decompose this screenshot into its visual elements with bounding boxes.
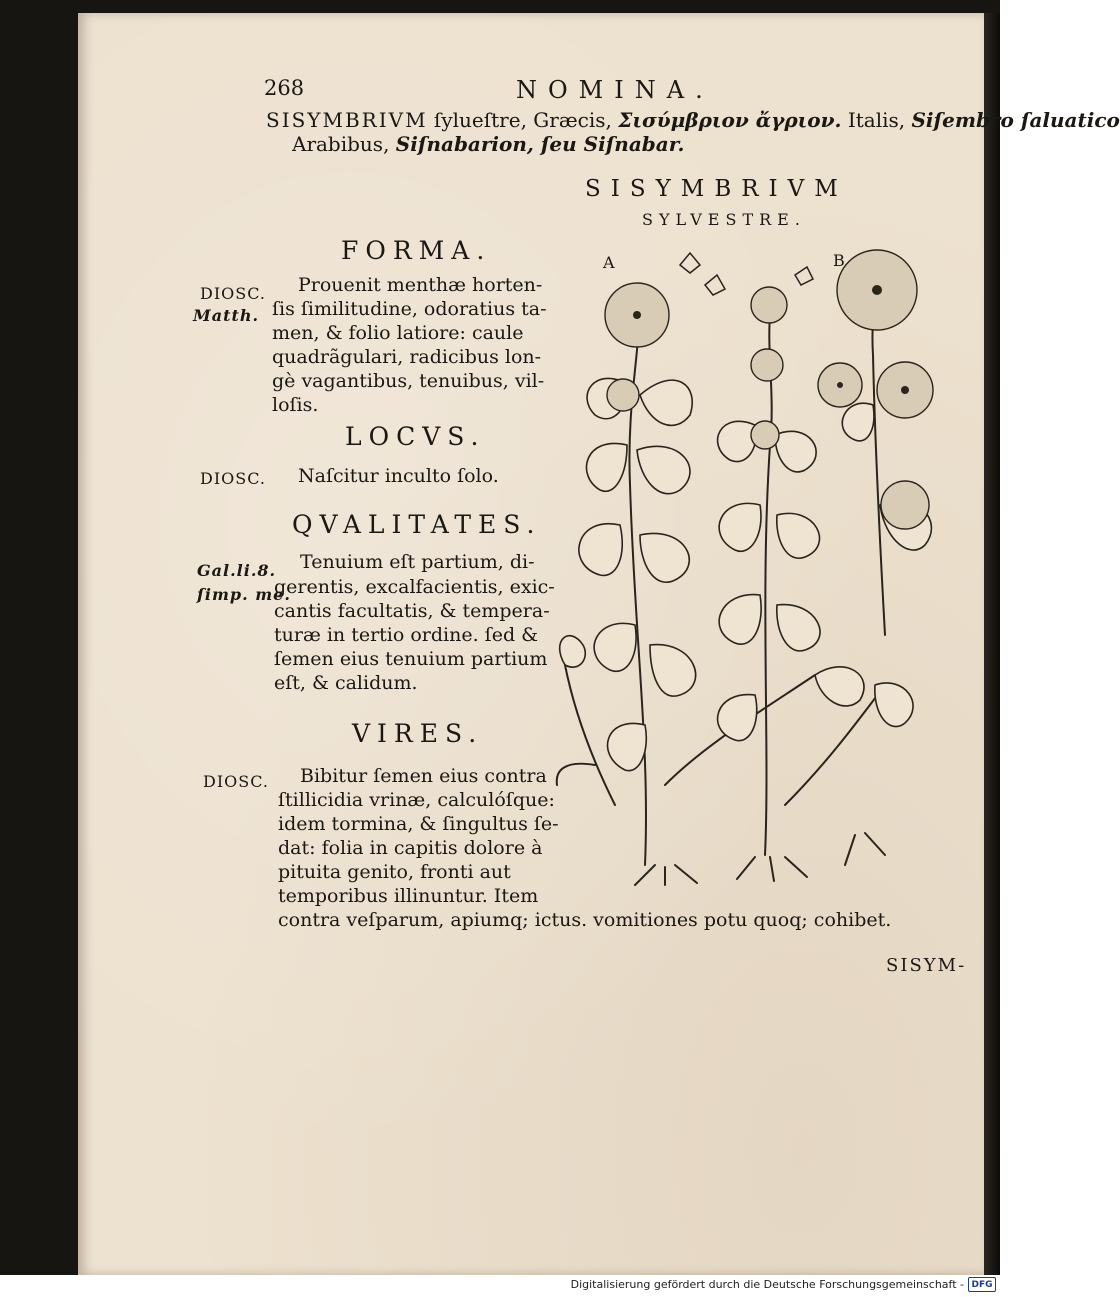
nomina-rest: ſylueſtre, Græcis, (427, 108, 619, 132)
italian-name: Siſembro ſaluatico (911, 108, 1120, 132)
page-gutter (984, 13, 1000, 1275)
body-line: Naſcitur inculto ſolo. (298, 465, 499, 487)
body-line: Tenuium eſt partium, di- (300, 551, 535, 573)
body-line: gerentis, excalfacientis, exic- (274, 576, 555, 598)
heading-qualitates: QVALITATES. (292, 510, 542, 539)
dfg-logo[interactable]: DFG (968, 1277, 996, 1292)
body-line: ſtillicidia vrinæ, calculóſque: (278, 789, 555, 811)
plant-subtitle: SYLVESTRE. (642, 210, 806, 229)
arabic-label: Arabibus, (292, 132, 396, 156)
arabic-name: Siſnabarion, ſeu Siſnabar. (395, 132, 685, 156)
running-title: NOMINA. (516, 76, 714, 104)
margin-note: Matth. (193, 306, 260, 325)
plant-name: SISYMBRIVM (266, 108, 428, 132)
plant-drawing (555, 245, 950, 885)
body-line: Prouenit menthæ horten- (298, 274, 543, 296)
body-line: contra veſparum, apiumq; ictus. vomitiones potu quoq; cohibet. (278, 909, 892, 931)
heading-vires: VIRES. (352, 719, 484, 748)
body-line: turæ in tertio ordine. ſed & (274, 624, 539, 646)
plant-title: SISYMBRIVM (585, 176, 848, 202)
body-line: ſis ſimilitudine, odoratius ta- (272, 298, 547, 320)
catchword: SISYM- (886, 955, 967, 976)
nomina-line-1 (266, 110, 1120, 130)
body-line: quadrãgulari, radicibus lon- (272, 346, 542, 368)
footer-credit: Digitalisierung gefördert durch die Deutsche Forschungsgemeinschaft - (570, 1278, 964, 1291)
nomina-line-2 (292, 134, 684, 154)
body-line: dat: folia in capitis dolore à (278, 837, 543, 859)
margin-note: DIOSC. (200, 469, 266, 488)
woodcut-plant-illustration (555, 245, 950, 885)
margin-note: DIOSC. (200, 284, 266, 303)
body-line: idem tormina, & ſingultus ſe- (278, 813, 559, 835)
heading-locus: LOCVS. (345, 422, 486, 451)
body-line: pituita genito, fronti aut (278, 861, 511, 883)
body-line: cantis facultatis, & tempera- (274, 600, 550, 622)
footer-bar (0, 1275, 1000, 1297)
body-line: eſt, & calidum. (274, 672, 418, 694)
italis-label: Italis, (841, 108, 912, 132)
greek-name: Σισύμβριον ἄγριον. (618, 108, 842, 132)
page-number: 268 (264, 76, 305, 100)
heading-forma: FORMA. (341, 236, 492, 265)
body-line: loſis. (272, 394, 319, 416)
body-line: ſemen eius tenuium partium (274, 648, 548, 670)
body-line: Bibitur ſemen eius contra (300, 765, 547, 787)
margin-note: DIOSC. (203, 772, 269, 791)
figure-label-b: B (833, 251, 845, 270)
body-line: gè vagantibus, tenuibus, vil- (272, 370, 545, 392)
margin-note: Gal.li.8. (197, 561, 277, 580)
figure-label-a: A (603, 253, 615, 272)
body-line: temporibus illinuntur. Item (278, 885, 539, 907)
body-line: men, & folio latiore: caule (272, 322, 524, 344)
margin-note: ſimp. me. (197, 585, 291, 604)
